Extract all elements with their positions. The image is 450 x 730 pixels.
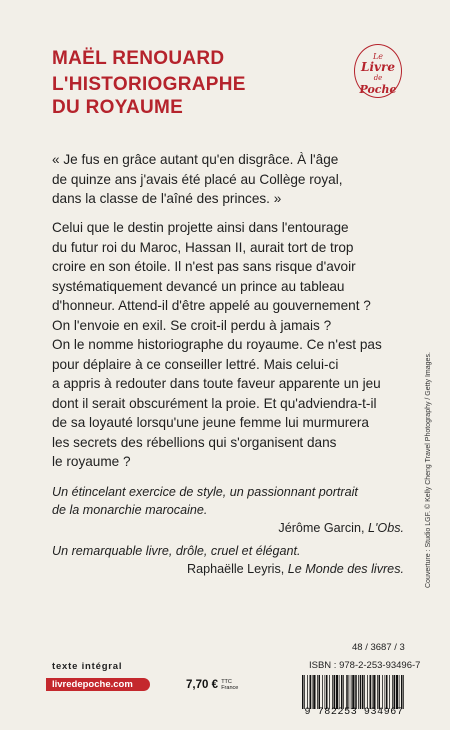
barcode-bar (329, 675, 330, 709)
blurb-line: systématiquement devancé un prince au tableau (52, 278, 345, 294)
book-title-line: DU ROYAUME (52, 97, 184, 118)
barcode-bar (386, 675, 388, 709)
blurb-line: le royaume ? (52, 454, 131, 469)
review-author: Raphaëlle Leyris, (186, 562, 288, 576)
price-tax-note (221, 679, 238, 691)
price-ttc: TTC (221, 679, 232, 685)
isbn: ISBN : 978-2-253-93496-7 (309, 660, 421, 671)
barcode-bar (349, 675, 350, 709)
review-source (52, 519, 404, 537)
review-publication: L'Obs. (367, 521, 404, 535)
logo-text: Le (372, 52, 384, 61)
barcode-bars (298, 675, 410, 709)
barcode-bar (399, 675, 400, 709)
barcode-bar (322, 675, 323, 709)
barcode-bar (312, 675, 313, 709)
book-title (52, 73, 246, 119)
blurb-line: croire en son étoile. Il n'est pas sans risque d'avoir (52, 259, 356, 274)
barcode-bar (403, 675, 404, 709)
quote-line: « Je fus en grâce autant qu'en disgrâce. À l'âge (52, 152, 339, 167)
price-country: France (221, 685, 239, 691)
barcode (298, 675, 410, 717)
review-source (52, 560, 404, 578)
barcode-bar (370, 675, 372, 709)
barcode-bar (317, 675, 318, 709)
blurb-line: pour déplaire à ce conseiller lettré. Mais celui-ci (52, 356, 339, 372)
blurb-line: de sa loyauté lorsqu'une jeune femme lui murmurera (52, 415, 369, 430)
barcode-bar (385, 675, 386, 709)
barcode-bar (372, 675, 373, 709)
barcode-bar (358, 675, 359, 709)
quote-line: dans la classe de l'aîné des princes. » (52, 191, 282, 206)
logo-text: de (373, 74, 383, 82)
review-quote-line: de la monarchie marocaine. (52, 503, 208, 517)
barcode-bar (304, 675, 305, 709)
blurb-line: d'honneur. Attend-il d'être appelé au gouvernement ? (52, 298, 371, 313)
barcode-bar (355, 675, 357, 709)
blurb-line: dont il serait obscurément la proie. Et qu'adviendra-t-il (52, 395, 377, 411)
author-name: MAËL RENOUARD (52, 48, 225, 69)
review-publication: Le Monde des livres. (287, 562, 404, 576)
edition-label: texte intégral (52, 661, 123, 672)
barcode-bar (310, 675, 312, 709)
opening-quote (52, 150, 412, 209)
barcode-bar (313, 675, 315, 709)
barcode-bar (346, 675, 348, 709)
barcode-bar (401, 675, 403, 709)
barcode-bar (379, 675, 381, 709)
barcode-bar (367, 675, 368, 709)
barcode-bar (351, 675, 352, 709)
blurb-line: a appris à redouter dans toute faveur apparente un jeu (52, 376, 381, 391)
barcode-bar (302, 675, 304, 709)
book-blurb (52, 218, 412, 472)
press-review (52, 483, 404, 537)
publisher-reference: 48 / 3687 / 3 (352, 642, 405, 653)
cover-credit-text: Couverture : Studio LGF. © Kelly Cheng Travel Photography / Getty Images. (425, 352, 432, 588)
barcode-bar (332, 675, 333, 709)
barcode-bar (373, 675, 375, 709)
barcode-bar (362, 675, 364, 709)
barcode-bar (343, 675, 344, 709)
barcode-bar (339, 675, 340, 709)
blurb-line: On l'envoie en exil. Se croit-il perdu à jamais ? (52, 317, 332, 333)
barcode-bar (389, 675, 390, 709)
cover-credit (425, 352, 432, 588)
price-value: 7,70 € (186, 679, 218, 691)
price (186, 679, 238, 691)
logo-text: Poche (359, 83, 397, 96)
quote-line: de quinze ans j'avais été placé au Collège royal, (52, 171, 343, 187)
barcode-bar (360, 675, 362, 709)
website-link[interactable]: livredepoche.com (46, 678, 150, 691)
review-author: Jérôme Garcin, (278, 521, 368, 535)
barcode-bar (392, 675, 393, 709)
barcode-bar (377, 675, 378, 709)
barcode-bar (352, 675, 354, 709)
barcode-bar (334, 675, 336, 709)
barcode-bar (394, 675, 396, 709)
barcode-bar (396, 675, 398, 709)
press-review (52, 542, 404, 578)
barcode-digits: 9 782253 934967 (304, 707, 404, 718)
barcode-bar (326, 675, 328, 709)
barcode-bar (364, 675, 365, 709)
barcode-bar (307, 675, 308, 709)
blurb-line: On le nomme historiographe du royaume. Ce n'est pas (52, 337, 382, 352)
barcode-bar (382, 675, 383, 709)
barcode-bar (319, 675, 321, 709)
blurb-line: du futur roi du Maroc, Hassan II, aurait tort de trop (52, 239, 354, 255)
barcode-bar (325, 675, 326, 709)
book-title-line: L'HISTORIOGRAPHE (52, 74, 246, 95)
livre-de-poche-logo (354, 44, 402, 98)
blurb-line: les secrets des rébellions qui s'organisent dans (52, 434, 337, 450)
logo-text: Livre (361, 60, 395, 74)
review-quote-line: Un remarquable livre, drôle, cruel et élégant. (52, 544, 301, 558)
blurb-line: Celui que le destin projette ainsi dans l'entourage (52, 220, 349, 235)
review-quote-line: Un étincelant exercice de style, un passionnant portrait (52, 485, 358, 499)
barcode-bar (341, 675, 343, 709)
barcode-bar (336, 675, 338, 709)
